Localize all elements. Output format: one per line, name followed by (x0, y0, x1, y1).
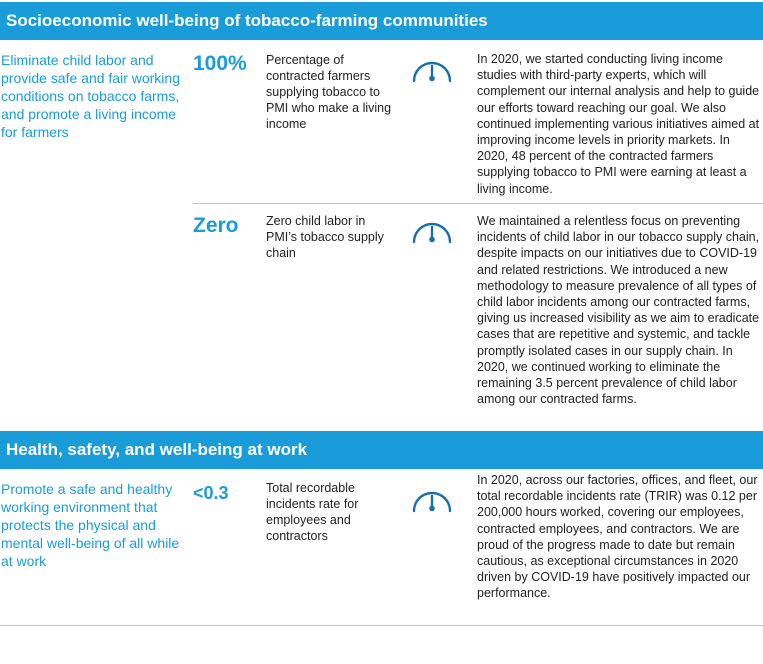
section-header-socioeconomic (0, 2, 763, 40)
narrative-text: In 2020, across our factories, offices, and fleet, our total recordable incidents rate (TRIR) was 0.12 per 200,000 hours worked, covering our employees, contracted employees, and contractors. We are proud of the progress made to date but remain cautious, as exceptional circumstances in 2020 driven by COVID-19 have positively impacted our performance. (477, 473, 758, 601)
metric-description: Total recordable incidents rate for employees and contractors (266, 481, 359, 543)
section-title: Health, safety, and well-being at work (6, 440, 308, 459)
bottom-divider (0, 625, 763, 626)
metric-value: 100% (193, 52, 247, 75)
metric-description: Percentage of contracted farmers supplying tobacco to PMI who make a living income (266, 53, 392, 131)
row-divider (193, 203, 763, 204)
metric-description: Zero child labor in PMI’s tobacco supply chain (266, 214, 384, 260)
section-header-health-safety (0, 431, 763, 469)
metric-value: Zero (193, 214, 239, 237)
goal-text: Promote a safe and healthy working environment that protects the physical and mental well-being of all while at work (1, 481, 180, 569)
narrative-text: In 2020, we started conducting living income studies with third-party experts, which will complement our internal analysis and help to guide our efforts toward reaching our goal. We also continued implementing various initiatives aimed at improving income levels in priority markets. In 2020, 48 percent of the contracted farmers supplying tobacco to PMI were earning at least a living income. (477, 52, 760, 196)
goal-text: Eliminate child labor and provide safe and fair working conditions on tobacco farms, and promote a living income for farmers (1, 52, 180, 140)
gauge-icon (408, 212, 456, 246)
section-title: Socioeconomic well-being of tobacco-farming communities (6, 11, 488, 30)
metric-value: <0.3 (193, 483, 229, 503)
narrative-text: We maintained a relentless focus on preventing incidents of child labor in our tobacco supply chain, despite impacts on our initiatives due to COVID-19 and related restrictions. We introduced a new methodology to measure prevalence of all types of child labor incidents among our contracted farms, giving us increased visibility as we aim to eradicate cases that are repetitive and systemic, and tackle promptly isolated cases in our supply chain. In 2020, we continued working to eliminate the remaining 3.5 percent prevalence of child labor among our contracted farms. (477, 214, 760, 407)
gauge-icon (408, 481, 456, 515)
gauge-icon (408, 51, 456, 85)
